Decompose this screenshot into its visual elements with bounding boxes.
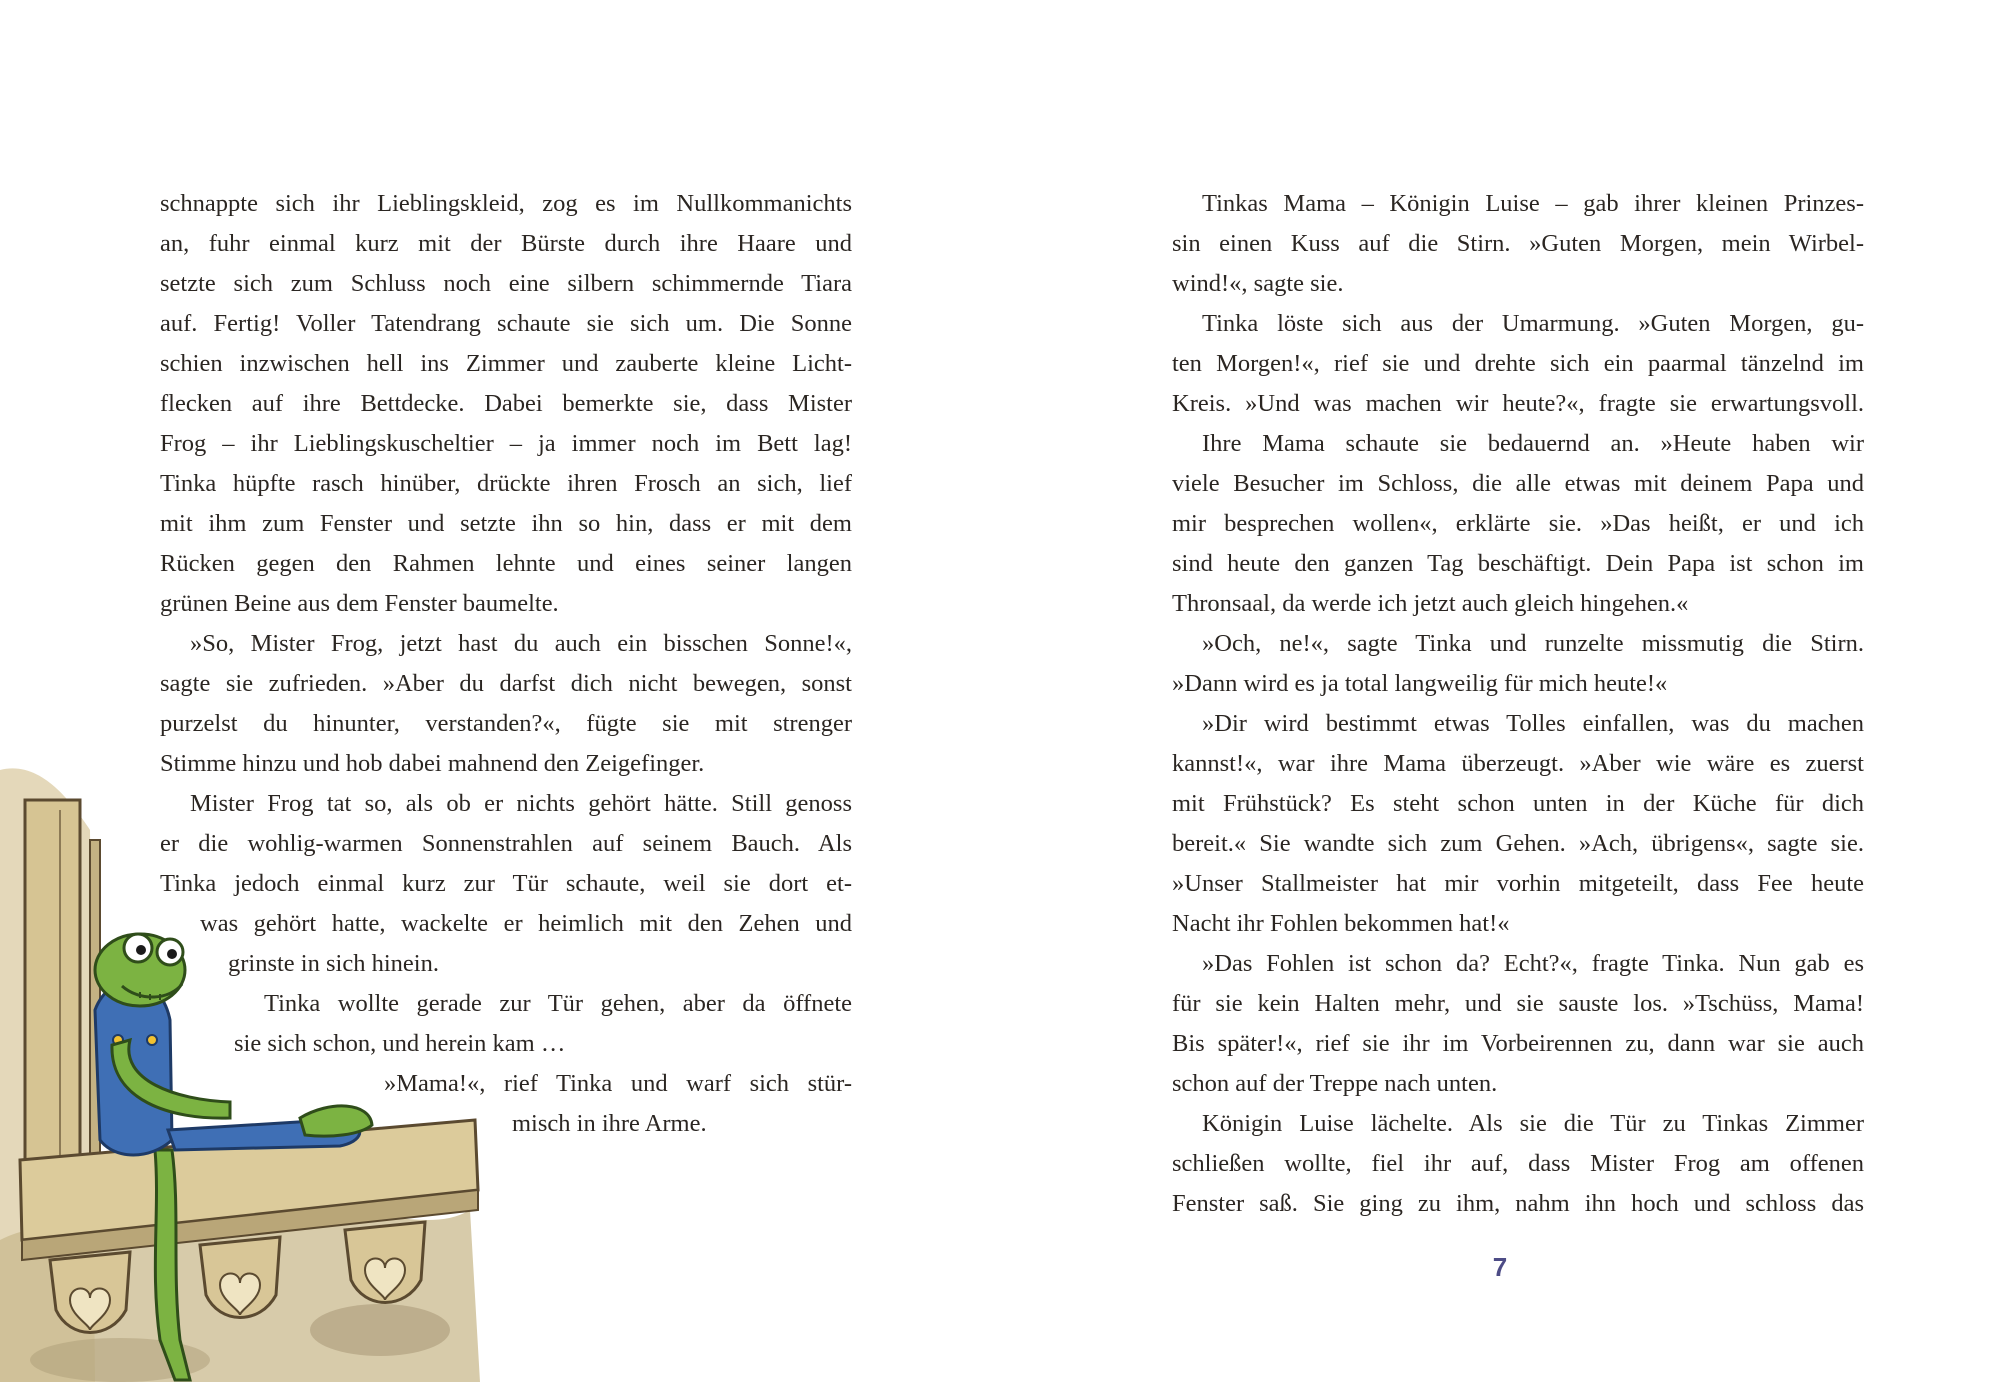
text-line: »Das Fohlen ist schon da? Echt?«, fragte Tinka. Nun gab es bbox=[1202, 950, 1864, 977]
text-line: Tinkas Mama – Königin Luise – gab ihrer kleinen Prinzes- bbox=[1202, 190, 1864, 217]
text-line: »Dann wird es ja total langweilig für mich heute!« bbox=[1172, 670, 1668, 697]
text-line: schien inzwischen hell ins Zimmer und zauberte kleine Licht- bbox=[160, 350, 852, 377]
frog-on-windowsill-illustration bbox=[0, 740, 500, 1382]
text-line: Nacht ihr Fohlen bekommen hat!« bbox=[1172, 910, 1510, 937]
text-line: grinste in sich hinein. bbox=[228, 950, 439, 977]
text-line: Königin Luise lächelte. Als sie die Tür zu Tinkas Zimmer bbox=[1202, 1110, 1864, 1137]
page-number: 7 bbox=[1492, 1252, 1508, 1282]
text-line: Kreis. »Und was machen wir heute?«, fragte sie erwartungsvoll. bbox=[1172, 390, 1864, 417]
text-line: sie sich schon, und herein kam … bbox=[234, 1030, 566, 1057]
text-line: Ihre Mama schaute sie bedauernd an. »Heute haben wir bbox=[1202, 430, 1864, 457]
text-line: Rücken gegen den Rahmen lehnte und eines seiner langen bbox=[160, 550, 852, 577]
text-line: flecken auf ihre Bettdecke. Dabei bemerkte sie, dass Mister bbox=[160, 390, 852, 417]
text-line: viele Besucher im Schloss, die alle etwas mit deinem Papa und bbox=[1172, 470, 1864, 497]
text-line: schnappte sich ihr Lieblingskleid, zog es im Nullkommanichts bbox=[160, 190, 852, 217]
text-line: Mister Frog tat so, als ob er nichts gehört hätte. Still genoss bbox=[190, 790, 852, 817]
text-line: sind heute den ganzen Tag beschäftigt. Dein Papa ist schon im bbox=[1172, 550, 1864, 577]
text-line: »So, Mister Frog, jetzt hast du auch ein bisschen Sonne!«, bbox=[190, 630, 852, 657]
text-line: »Mama!«, rief Tinka und warf sich stür- bbox=[384, 1070, 852, 1097]
text-line: Tinka löste sich aus der Umarmung. »Guten Morgen, gu- bbox=[1202, 310, 1864, 337]
text-line: sagte sie zufrieden. »Aber du darfst dich nicht bewegen, sonst bbox=[160, 670, 852, 697]
text-line: Fenster saß. Sie ging zu ihm, nahm ihn hoch und schloss das bbox=[1172, 1190, 1864, 1217]
text-line: grünen Beine aus dem Fenster baumelte. bbox=[160, 590, 559, 617]
text-line: Bis später!«, rief sie ihr im Vorbeirennen zu, dann war sie auch bbox=[1172, 1030, 1864, 1057]
text-line: Tinka wollte gerade zur Tür gehen, aber da öffnete bbox=[264, 990, 852, 1017]
text-line: mit Frühstück? Es steht schon unten in der Küche für dich bbox=[1172, 790, 1864, 817]
text-line: was gehört hatte, wackelte er heimlich mit den Zehen und bbox=[200, 910, 852, 937]
text-line: bereit.« Sie wandte sich zum Gehen. »Ach, übrigens«, sagte sie. bbox=[1172, 830, 1864, 857]
text-line: »Och, ne!«, sagte Tinka und runzelte missmutig die Stirn. bbox=[1202, 630, 1864, 657]
text-line: »Unser Stallmeister hat mir vorhin mitgeteilt, dass Fee heute bbox=[1172, 870, 1864, 897]
text-line: mit ihm zum Fenster und setzte ihn so hin, dass er mit dem bbox=[160, 510, 852, 537]
text-line: Frog – ihr Lieblingskuscheltier – ja immer noch im Bett lag! bbox=[160, 430, 852, 457]
text-line: sin einen Kuss auf die Stirn. »Guten Morgen, mein Wirbel- bbox=[1172, 230, 1864, 257]
text-line: wind!«, sagte sie. bbox=[1172, 270, 1344, 297]
text-line: ten Morgen!«, rief sie und drehte sich ein paarmal tänzelnd im bbox=[1172, 350, 1864, 377]
text-line: Tinka jedoch einmal kurz zur Tür schaute, weil sie dort et- bbox=[160, 870, 852, 897]
text-line: mir besprechen wollen«, erklärte sie. »Das heißt, er und ich bbox=[1172, 510, 1864, 537]
text-line: kannst!«, war ihre Mama überzeugt. »Aber wie wäre es zuerst bbox=[1172, 750, 1864, 777]
text-line: purzelst du hinunter, verstanden?«, fügte sie mit strenger bbox=[160, 710, 852, 737]
text-line: Thronsaal, da werde ich jetzt auch gleich hingehen.« bbox=[1172, 590, 1689, 617]
text-line: schon auf der Treppe nach unten. bbox=[1172, 1070, 1498, 1097]
text-line: für sie kein Halten mehr, und sie sauste los. »Tschüss, Mama! bbox=[1172, 990, 1864, 1017]
text-line: auf. Fertig! Voller Tatendrang schaute sie sich um. Die Sonne bbox=[160, 310, 852, 337]
text-line: misch in ihre Arme. bbox=[512, 1110, 707, 1137]
text-line: Tinka hüpfte rasch hinüber, drückte ihren Frosch an sich, lief bbox=[160, 470, 852, 497]
text-line: er die wohlig-warmen Sonnenstrahlen auf seinem Bauch. Als bbox=[160, 830, 852, 857]
text-line: setzte sich zum Schluss noch eine silbern schimmernde Tiara bbox=[160, 270, 852, 297]
text-line: schließen wollte, fiel ihr auf, dass Mister Frog am offenen bbox=[1172, 1150, 1864, 1177]
text-line: Stimme hinzu und hob dabei mahnend den Zeigefinger. bbox=[160, 750, 705, 777]
text-line: »Dir wird bestimmt etwas Tolles einfallen, was du machen bbox=[1202, 710, 1864, 737]
text-line: an, fuhr einmal kurz mit der Bürste durch ihre Haare und bbox=[160, 230, 852, 257]
